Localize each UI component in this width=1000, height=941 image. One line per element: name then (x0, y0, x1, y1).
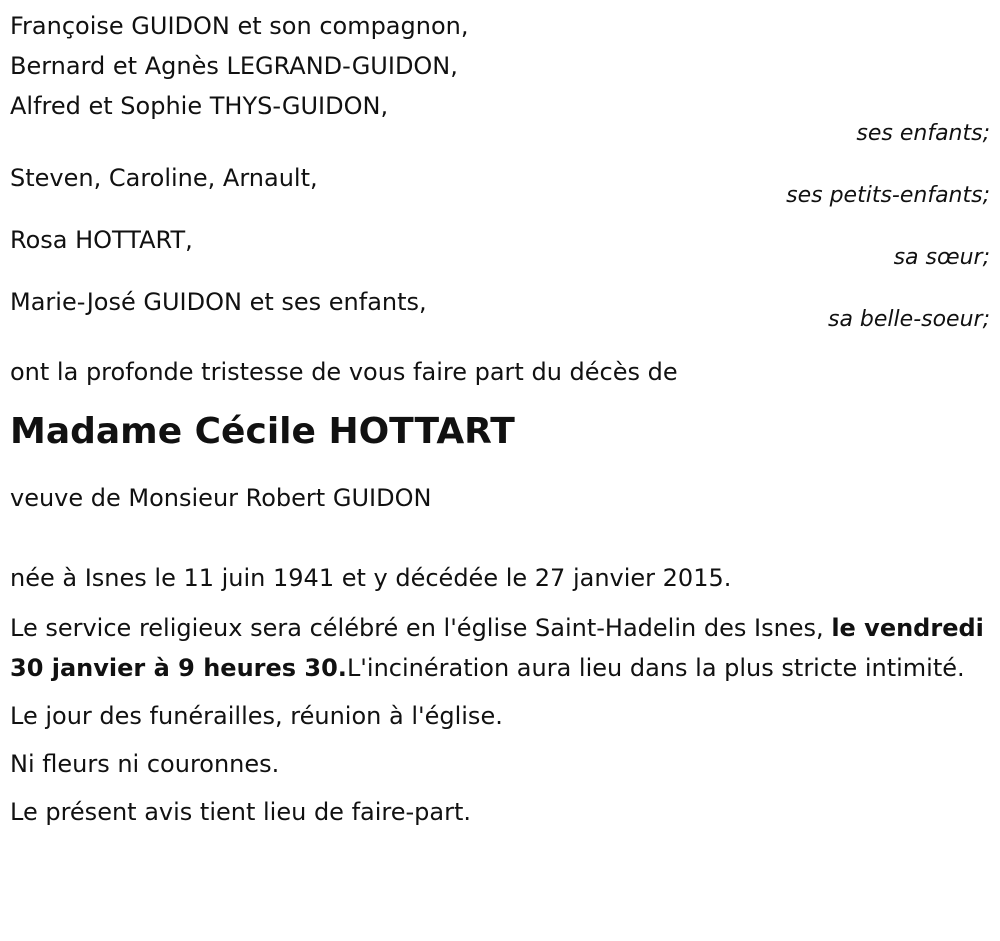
sister-in-law: Marie-José GUIDON et ses enfants, (10, 288, 427, 316)
grandchildren: Steven, Caroline, Arnault, (10, 164, 318, 192)
birth-death-dates: née à Isnes le 11 juin 1941 et y décédée le 27 janvier 2015. (10, 564, 732, 592)
deceased-name: Madame Cécile HOTTART (10, 411, 515, 452)
grandchildren-role: ses petits-enfants; (786, 183, 990, 208)
family-child-3: Alfred et Sophie THYS-GUIDON, (10, 92, 389, 120)
obituary-notice (0, 6, 1000, 941)
widow-of: veuve de Monsieur Robert GUIDON (10, 484, 432, 512)
sister: Rosa HOTTART, (10, 226, 193, 254)
note-no-flowers: Ni fleurs ni couronnes. (10, 750, 280, 778)
service-datetime: le vendredi 30 janvier à 9 heures 30. (10, 614, 984, 682)
announcement: ont la profonde tristesse de vous faire part du décès de (10, 358, 678, 386)
note-gathering: Le jour des funérailles, réunion à l'église. (10, 702, 503, 730)
service-rest: L'incinération aura lieu dans la plus stricte intimité. (346, 654, 965, 682)
sister-in-law-role: sa belle-soeur; (828, 307, 990, 332)
family-child-2: Bernard et Agnès LEGRAND-GUIDON, (10, 52, 458, 80)
sister-role: sa sœur; (893, 245, 990, 270)
family-child-1: Françoise GUIDON et son compagnon, (10, 12, 469, 40)
service-paragraph (10, 608, 990, 688)
note-notice: Le présent avis tient lieu de faire-part. (10, 798, 472, 826)
service-intro: Le service religieux sera célébré en l'église Saint-Hadelin des Isnes, (10, 614, 832, 642)
children-role: ses enfants; (856, 121, 990, 146)
